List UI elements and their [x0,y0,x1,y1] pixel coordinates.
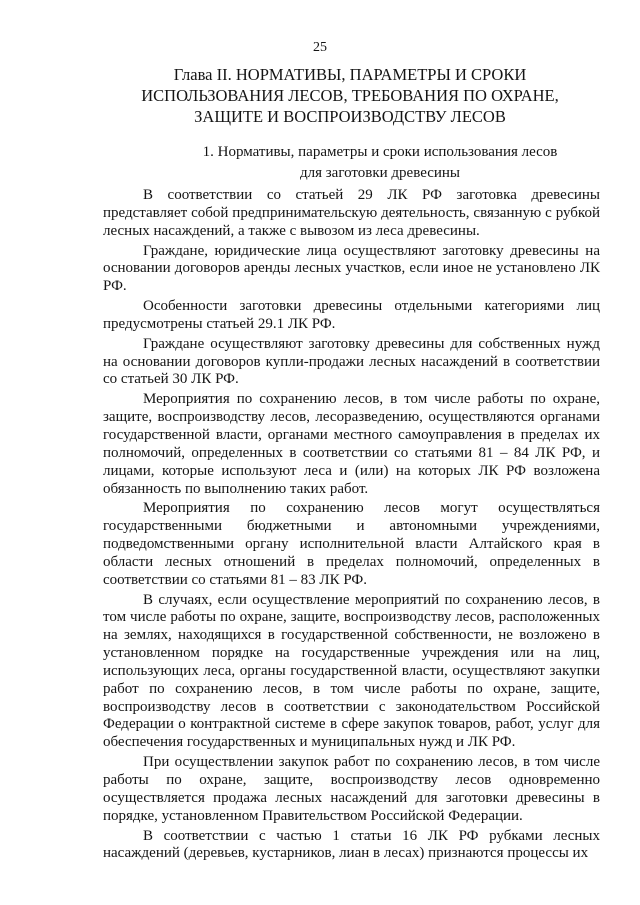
page-number: 25 [313,40,327,55]
chapter-title [100,64,600,127]
section-title-line: 1. Нормативы, параметры и сроки использования лесов [202,144,558,160]
paragraph: При осуществлении закупок работ по сохранению лесов, в том числе работы по охране, защите, воспроизводству лесов одновременно осуществляется продажа лесных насаждений для заготовки древесины в порядке, установленном Правительством Российской Федерации. [103,754,600,824]
section-title-line: для заготовки древесины [299,165,461,181]
paragraph: В соответствии со статьей 29 ЛК РФ заготовка древесины представляет собой предпринимательскую деятельность, связанную с рубкой лесных насаждений, а также с вывозом из леса древесины. [103,187,600,239]
paragraph: Особенности заготовки древесины отдельными категориями лиц предусмотрены статьей 29.1 ЛК РФ. [103,298,600,332]
paragraph: Мероприятия по сохранению лесов, в том числе работы по охране, защите, воспроизводству лесов, лесоразведению, осуществляются органами государственной власти, органами местного самоуправления в пределах их полномочий, определенных в соответствии со статьями 81 – 84 ЛК РФ, и лицами, которые используют леса и (или) на которых ЛК РФ возложена обязанность по выполнению таких работ. [103,391,600,497]
paragraph: В случаях, если осуществление мероприятий по сохранению лесов, в том числе работы по охране, защите, воспроизводству лесов, расположенных на землях, находящихся в государственной собственности, не возложено в установленном порядке на государственные учреждения или на лиц, использующих леса, органы государственной власти, осуществляют закупки работ по сохранению лесов, в том числе работы по охране, защите, воспроизводству лесов в соответствии с законодательством Российской Федерации о контрактной системе в сфере закупок товаров, работ, услуг для обеспечения государственных и муниципальных нужд и ЛК РФ. [103,591,600,751]
body-text [103,187,600,863]
chapter-title-line: ЗАЩИТЕ И ВОСПРОИЗВОДСТВУ ЛЕСОВ [194,107,506,126]
paragraph: В соответствии с частью 1 статьи 16 ЛК РФ рубками лесных насаждений (деревьев, кустарников, лиан в лесах) признаются процессы их [103,827,600,862]
chapter-title-line: ИСПОЛЬЗОВАНИЯ ЛЕСОВ, ТРЕБОВАНИЯ ПО ОХРАНЕ, [141,86,559,105]
section-title [150,142,610,184]
paragraph: Мероприятия по сохранению лесов могут осуществляться государственными бюджетными и автономными учреждениями, подведомственными органу исполнительной власти Алтайского края в области лесных отношений в пределах полномочий, определенных в соответствии со статьями 81 – 83 ЛК РФ. [103,500,600,588]
chapter-title-line: Глава II. НОРМАТИВЫ, ПАРАМЕТРЫ И СРОКИ [173,65,527,84]
paragraph: Граждане осуществляют заготовку древесины для собственных нужд на основании договоров купли-продажи лесных насаждений в соответствии со статьей 30 ЛК РФ. [103,335,600,388]
paragraph: Граждане, юридические лица осуществляют заготовку древесины на основании договоров аренды лесных участков, если иное не установлено ЛК РФ. [103,242,600,295]
